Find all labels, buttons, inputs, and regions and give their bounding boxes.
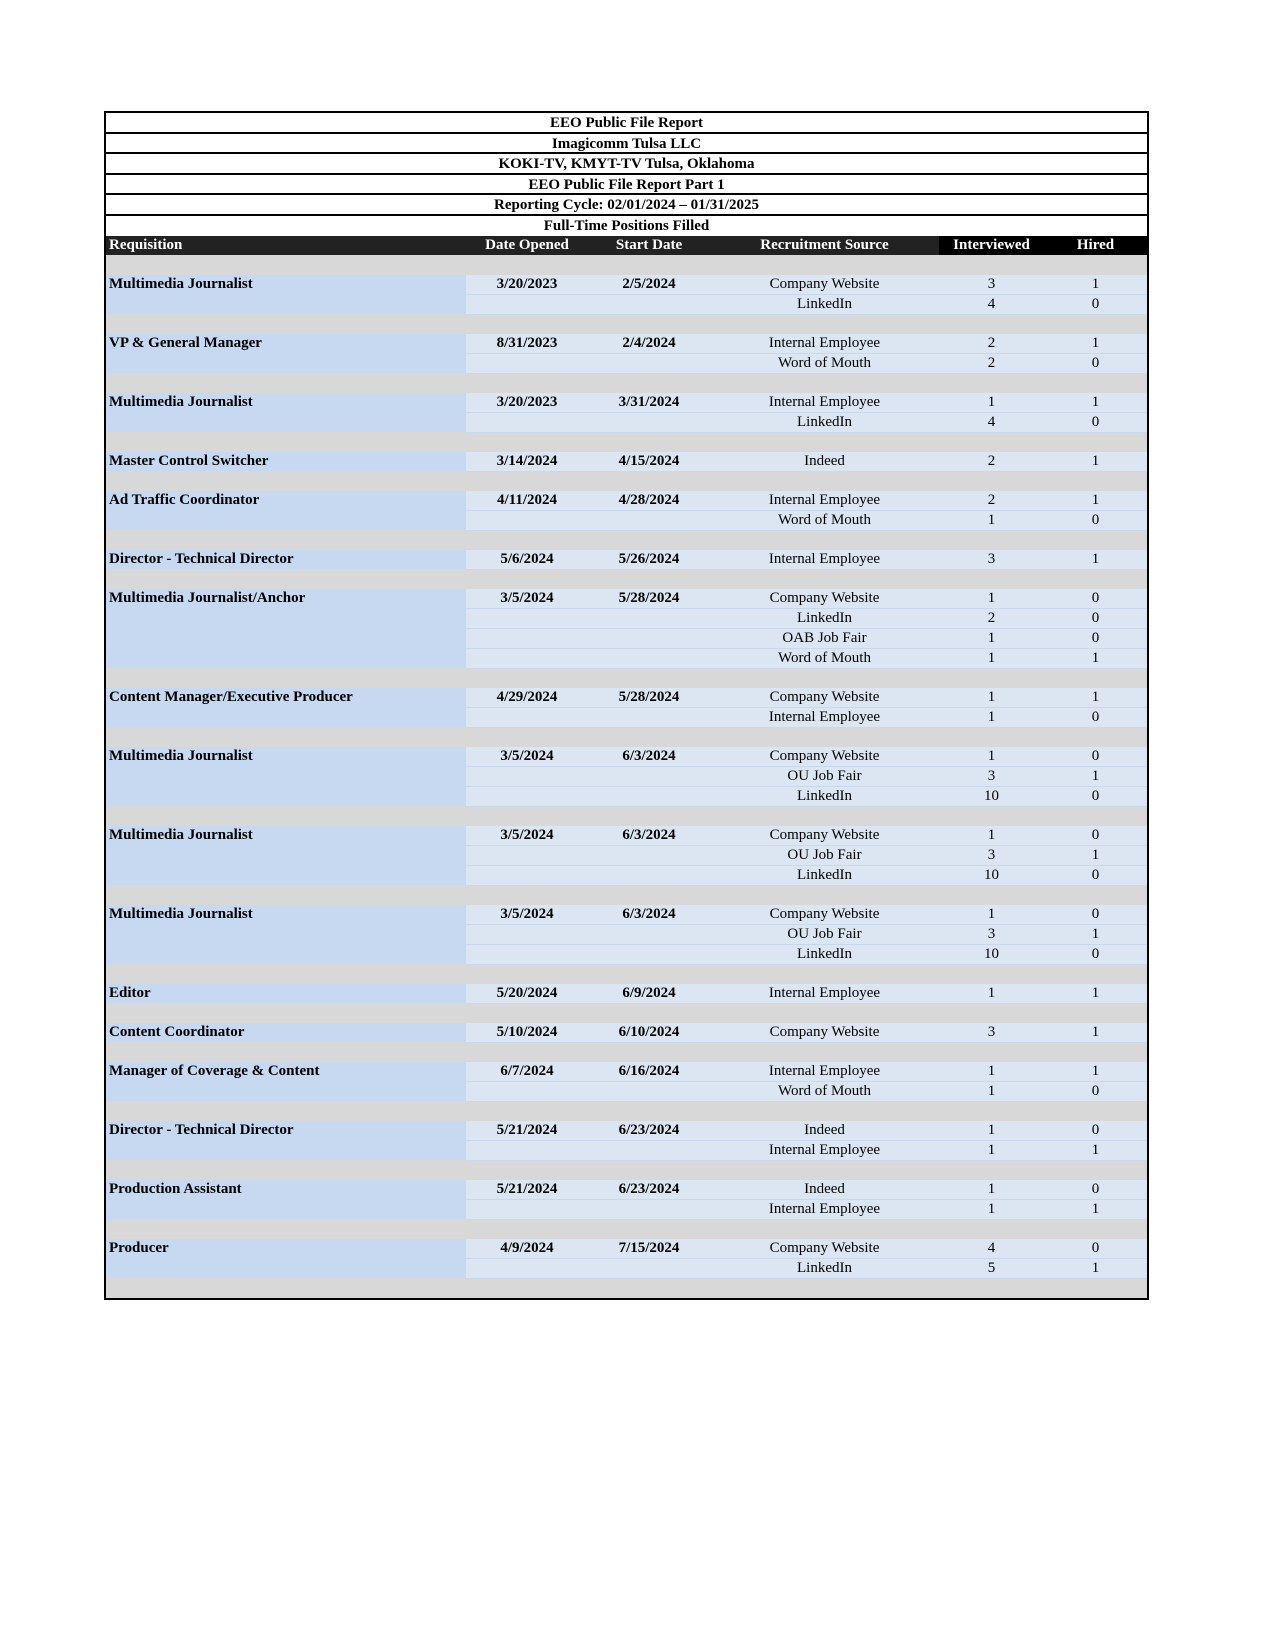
interviewed-cell: 2 bbox=[939, 491, 1044, 511]
start-date-cell: 6/3/2024 bbox=[588, 826, 710, 846]
interviewed-cell: 3 bbox=[939, 550, 1044, 570]
hired-cell: 0 bbox=[1044, 353, 1147, 373]
interviewed-cell: 2 bbox=[939, 353, 1044, 373]
col-start-date: Start Date bbox=[588, 236, 710, 255]
start-date-cell: 6/3/2024 bbox=[588, 905, 710, 925]
date-opened-cell: 5/10/2024 bbox=[466, 1023, 588, 1043]
recruitment-source-cell: Word of Mouth bbox=[710, 1081, 939, 1101]
report-part: EEO Public File Report Part 1 bbox=[106, 175, 1147, 196]
spacer-row bbox=[106, 1278, 1147, 1298]
recruitment-source-cell: Company Website bbox=[710, 1239, 939, 1259]
requisition-cell: Production Assistant bbox=[106, 1180, 466, 1220]
table-row bbox=[106, 452, 1147, 472]
recruitment-source-cell: LinkedIn bbox=[710, 608, 939, 628]
spacer-row bbox=[106, 432, 1147, 452]
reporting-cycle: Reporting Cycle: 02/01/2024 – 01/31/2025 bbox=[106, 195, 1147, 216]
interviewed-cell: 2 bbox=[939, 452, 1044, 472]
table-row bbox=[106, 826, 1147, 846]
empty-cell bbox=[466, 865, 588, 885]
recruitment-source-cell: Internal Employee bbox=[710, 1140, 939, 1160]
empty-cell bbox=[588, 1258, 710, 1278]
empty-cell bbox=[466, 845, 588, 865]
date-opened-cell: 4/29/2024 bbox=[466, 688, 588, 708]
date-opened-cell: 5/6/2024 bbox=[466, 550, 588, 570]
table-row bbox=[106, 905, 1147, 925]
interviewed-cell: 1 bbox=[939, 707, 1044, 727]
start-date-cell: 5/26/2024 bbox=[588, 550, 710, 570]
empty-cell bbox=[466, 353, 588, 373]
spacer-row bbox=[106, 569, 1147, 589]
interviewed-cell: 1 bbox=[939, 589, 1044, 609]
recruitment-source-cell: Word of Mouth bbox=[710, 510, 939, 530]
recruitment-source-cell: LinkedIn bbox=[710, 944, 939, 964]
empty-cell bbox=[588, 766, 710, 786]
recruitment-source-cell: Internal Employee bbox=[710, 1199, 939, 1219]
hired-cell: 0 bbox=[1044, 944, 1147, 964]
recruitment-source-cell: Indeed bbox=[710, 1180, 939, 1200]
spacer-row bbox=[106, 1219, 1147, 1239]
hired-cell: 1 bbox=[1044, 984, 1147, 1004]
spacer-row bbox=[106, 1160, 1147, 1180]
recruitment-source-cell: Internal Employee bbox=[710, 984, 939, 1004]
empty-cell bbox=[588, 648, 710, 668]
spacer-row bbox=[106, 806, 1147, 826]
hired-cell: 1 bbox=[1044, 334, 1147, 354]
requisition-cell: Manager of Coverage & Content bbox=[106, 1062, 466, 1102]
spacer-row bbox=[106, 727, 1147, 747]
empty-cell bbox=[588, 1140, 710, 1160]
spacer-row bbox=[106, 255, 1147, 275]
col-recruitment-source: Recruitment Source bbox=[710, 236, 939, 255]
requisition-cell: Ad Traffic Coordinator bbox=[106, 491, 466, 531]
start-date-cell: 2/4/2024 bbox=[588, 334, 710, 354]
interviewed-cell: 1 bbox=[939, 1081, 1044, 1101]
hired-cell: 1 bbox=[1044, 845, 1147, 865]
empty-cell bbox=[588, 845, 710, 865]
requisition-cell: Producer bbox=[106, 1239, 466, 1279]
col-requisition: Requisition bbox=[106, 236, 466, 255]
hired-cell: 1 bbox=[1044, 1258, 1147, 1278]
spacer-row bbox=[106, 530, 1147, 550]
hired-cell: 0 bbox=[1044, 1239, 1147, 1259]
interviewed-cell: 4 bbox=[939, 412, 1044, 432]
recruitment-source-cell: Internal Employee bbox=[710, 1062, 939, 1082]
hired-cell: 0 bbox=[1044, 589, 1147, 609]
hired-cell: 0 bbox=[1044, 826, 1147, 846]
interviewed-cell: 1 bbox=[939, 510, 1044, 530]
empty-cell bbox=[588, 1199, 710, 1219]
interviewed-cell: 1 bbox=[939, 1180, 1044, 1200]
hired-cell: 0 bbox=[1044, 786, 1147, 806]
empty-cell bbox=[588, 786, 710, 806]
start-date-cell: 7/15/2024 bbox=[588, 1239, 710, 1259]
recruitment-source-cell: Internal Employee bbox=[710, 550, 939, 570]
spacer-row bbox=[106, 885, 1147, 905]
empty-cell bbox=[588, 944, 710, 964]
date-opened-cell: 4/9/2024 bbox=[466, 1239, 588, 1259]
hired-cell: 0 bbox=[1044, 510, 1147, 530]
empty-cell bbox=[588, 1081, 710, 1101]
interviewed-cell: 3 bbox=[939, 845, 1044, 865]
spacer-row bbox=[106, 314, 1147, 334]
date-opened-cell: 3/14/2024 bbox=[466, 452, 588, 472]
hired-cell: 0 bbox=[1044, 865, 1147, 885]
empty-cell bbox=[466, 1140, 588, 1160]
interviewed-cell: 4 bbox=[939, 294, 1044, 314]
table-row bbox=[106, 1121, 1147, 1141]
empty-cell bbox=[466, 510, 588, 530]
date-opened-cell: 3/5/2024 bbox=[466, 747, 588, 767]
empty-cell bbox=[588, 353, 710, 373]
empty-cell bbox=[588, 628, 710, 648]
interviewed-cell: 1 bbox=[939, 688, 1044, 708]
interviewed-cell: 3 bbox=[939, 1023, 1044, 1043]
interviewed-cell: 4 bbox=[939, 1239, 1044, 1259]
requisition-cell: Multimedia Journalist bbox=[106, 826, 466, 886]
spacer-row bbox=[106, 471, 1147, 491]
interviewed-cell: 2 bbox=[939, 608, 1044, 628]
spacer-row bbox=[106, 1003, 1147, 1023]
start-date-cell: 5/28/2024 bbox=[588, 589, 710, 609]
empty-cell bbox=[466, 648, 588, 668]
interviewed-cell: 2 bbox=[939, 334, 1044, 354]
hired-cell: 1 bbox=[1044, 1140, 1147, 1160]
table-row bbox=[106, 334, 1147, 354]
recruitment-source-cell: LinkedIn bbox=[710, 786, 939, 806]
recruitment-source-cell: OU Job Fair bbox=[710, 924, 939, 944]
recruitment-source-cell: Internal Employee bbox=[710, 707, 939, 727]
table-row bbox=[106, 550, 1147, 570]
start-date-cell: 6/16/2024 bbox=[588, 1062, 710, 1082]
requisition-cell: Multimedia Journalist bbox=[106, 905, 466, 965]
hired-cell: 1 bbox=[1044, 491, 1147, 511]
empty-cell bbox=[466, 608, 588, 628]
hired-cell: 0 bbox=[1044, 412, 1147, 432]
positions-table bbox=[106, 236, 1147, 1298]
start-date-cell: 2/5/2024 bbox=[588, 275, 710, 295]
hired-cell: 0 bbox=[1044, 707, 1147, 727]
requisition-cell: VP & General Manager bbox=[106, 334, 466, 374]
requisition-cell: Content Coordinator bbox=[106, 1023, 466, 1043]
spacer-row bbox=[106, 373, 1147, 393]
hired-cell: 1 bbox=[1044, 924, 1147, 944]
spacer-row bbox=[106, 1101, 1147, 1121]
recruitment-source-cell: Company Website bbox=[710, 826, 939, 846]
empty-cell bbox=[466, 924, 588, 944]
date-opened-cell: 3/5/2024 bbox=[466, 905, 588, 925]
recruitment-source-cell: OU Job Fair bbox=[710, 845, 939, 865]
interviewed-cell: 3 bbox=[939, 275, 1044, 295]
company-name: Imagicomm Tulsa LLC bbox=[106, 134, 1147, 155]
requisition-cell: Multimedia Journalist/Anchor bbox=[106, 589, 466, 669]
date-opened-cell: 5/21/2024 bbox=[466, 1121, 588, 1141]
hired-cell: 1 bbox=[1044, 1062, 1147, 1082]
recruitment-source-cell: Company Website bbox=[710, 275, 939, 295]
interviewed-cell: 1 bbox=[939, 1140, 1044, 1160]
empty-cell bbox=[466, 766, 588, 786]
recruitment-source-cell: Indeed bbox=[710, 452, 939, 472]
interviewed-cell: 1 bbox=[939, 1121, 1044, 1141]
recruitment-source-cell: Indeed bbox=[710, 1121, 939, 1141]
table-row bbox=[106, 984, 1147, 1004]
empty-cell bbox=[588, 412, 710, 432]
hired-cell: 1 bbox=[1044, 1199, 1147, 1219]
requisition-cell: Content Manager/Executive Producer bbox=[106, 688, 466, 728]
empty-cell bbox=[588, 707, 710, 727]
date-opened-cell: 3/20/2023 bbox=[466, 275, 588, 295]
date-opened-cell: 3/5/2024 bbox=[466, 589, 588, 609]
date-opened-cell: 3/20/2023 bbox=[466, 393, 588, 413]
start-date-cell: 3/31/2024 bbox=[588, 393, 710, 413]
hired-cell: 1 bbox=[1044, 275, 1147, 295]
hired-cell: 1 bbox=[1044, 550, 1147, 570]
interviewed-cell: 1 bbox=[939, 628, 1044, 648]
requisition-cell: Director - Technical Director bbox=[106, 1121, 466, 1161]
recruitment-source-cell: Company Website bbox=[710, 589, 939, 609]
hired-cell: 0 bbox=[1044, 608, 1147, 628]
interviewed-cell: 10 bbox=[939, 786, 1044, 806]
empty-cell bbox=[466, 1081, 588, 1101]
empty-cell bbox=[588, 294, 710, 314]
spacer-row bbox=[106, 668, 1147, 688]
table-row bbox=[106, 491, 1147, 511]
interviewed-cell: 10 bbox=[939, 944, 1044, 964]
recruitment-source-cell: Word of Mouth bbox=[710, 353, 939, 373]
interviewed-cell: 3 bbox=[939, 766, 1044, 786]
requisition-cell: Multimedia Journalist bbox=[106, 393, 466, 433]
interviewed-cell: 5 bbox=[939, 1258, 1044, 1278]
col-hired: Hired bbox=[1044, 236, 1147, 255]
date-opened-cell: 4/11/2024 bbox=[466, 491, 588, 511]
hired-cell: 0 bbox=[1044, 628, 1147, 648]
hired-cell: 0 bbox=[1044, 1121, 1147, 1141]
start-date-cell: 6/9/2024 bbox=[588, 984, 710, 1004]
interviewed-cell: 3 bbox=[939, 924, 1044, 944]
empty-cell bbox=[466, 1258, 588, 1278]
col-interviewed: Interviewed bbox=[939, 236, 1044, 255]
hired-cell: 1 bbox=[1044, 393, 1147, 413]
interviewed-cell: 1 bbox=[939, 1062, 1044, 1082]
table-row bbox=[106, 589, 1147, 609]
recruitment-source-cell: Word of Mouth bbox=[710, 648, 939, 668]
requisition-cell: Director - Technical Director bbox=[106, 550, 466, 570]
empty-cell bbox=[466, 786, 588, 806]
requisition-cell: Master Control Switcher bbox=[106, 452, 466, 472]
hired-cell: 1 bbox=[1044, 766, 1147, 786]
recruitment-source-cell: OAB Job Fair bbox=[710, 628, 939, 648]
hired-cell: 1 bbox=[1044, 688, 1147, 708]
recruitment-source-cell: Company Website bbox=[710, 688, 939, 708]
date-opened-cell: 5/21/2024 bbox=[466, 1180, 588, 1200]
hired-cell: 0 bbox=[1044, 1180, 1147, 1200]
interviewed-cell: 10 bbox=[939, 865, 1044, 885]
recruitment-source-cell: LinkedIn bbox=[710, 294, 939, 314]
interviewed-cell: 1 bbox=[939, 648, 1044, 668]
spacer-row bbox=[106, 1042, 1147, 1062]
recruitment-source-cell: OU Job Fair bbox=[710, 766, 939, 786]
column-header-row bbox=[106, 236, 1147, 255]
requisition-cell: Editor bbox=[106, 984, 466, 1004]
table-row bbox=[106, 1180, 1147, 1200]
start-date-cell: 6/23/2024 bbox=[588, 1121, 710, 1141]
empty-cell bbox=[466, 944, 588, 964]
interviewed-cell: 1 bbox=[939, 747, 1044, 767]
requisition-cell: Multimedia Journalist bbox=[106, 275, 466, 315]
table-row bbox=[106, 275, 1147, 295]
section-title: Full-Time Positions Filled bbox=[543, 217, 710, 234]
start-date-cell: 4/28/2024 bbox=[588, 491, 710, 511]
interviewed-cell: 1 bbox=[939, 905, 1044, 925]
recruitment-source-cell: Company Website bbox=[710, 1023, 939, 1043]
hired-cell: 0 bbox=[1044, 1081, 1147, 1101]
hired-cell: 0 bbox=[1044, 294, 1147, 314]
empty-cell bbox=[588, 924, 710, 944]
hired-cell: 1 bbox=[1044, 1023, 1147, 1043]
hired-cell: 0 bbox=[1044, 905, 1147, 925]
empty-cell bbox=[466, 294, 588, 314]
recruitment-source-cell: LinkedIn bbox=[710, 412, 939, 432]
empty-cell bbox=[588, 608, 710, 628]
interviewed-cell: 1 bbox=[939, 1199, 1044, 1219]
recruitment-source-cell: Company Website bbox=[710, 747, 939, 767]
empty-cell bbox=[466, 628, 588, 648]
hired-cell: 0 bbox=[1044, 747, 1147, 767]
recruitment-source-cell: Internal Employee bbox=[710, 393, 939, 413]
table-row bbox=[106, 1023, 1147, 1043]
start-date-cell: 4/15/2024 bbox=[588, 452, 710, 472]
interviewed-cell: 1 bbox=[939, 826, 1044, 846]
empty-cell bbox=[588, 865, 710, 885]
interviewed-cell: 1 bbox=[939, 393, 1044, 413]
start-date-cell: 6/23/2024 bbox=[588, 1180, 710, 1200]
hired-cell: 1 bbox=[1044, 648, 1147, 668]
report-title: EEO Public File Report bbox=[106, 113, 1147, 134]
hired-cell: 1 bbox=[1044, 452, 1147, 472]
spacer-row bbox=[106, 964, 1147, 984]
table-row bbox=[106, 1062, 1147, 1082]
date-opened-cell: 5/20/2024 bbox=[466, 984, 588, 1004]
requisition-cell: Multimedia Journalist bbox=[106, 747, 466, 807]
recruitment-source-cell: Company Website bbox=[710, 905, 939, 925]
table-row bbox=[106, 747, 1147, 767]
date-opened-cell: 3/5/2024 bbox=[466, 826, 588, 846]
empty-cell bbox=[466, 707, 588, 727]
positions-body bbox=[106, 255, 1147, 1298]
empty-cell bbox=[466, 1199, 588, 1219]
col-date-opened: Date Opened bbox=[466, 236, 588, 255]
empty-cell bbox=[466, 412, 588, 432]
start-date-cell: 6/3/2024 bbox=[588, 747, 710, 767]
recruitment-source-cell: Internal Employee bbox=[710, 334, 939, 354]
interviewed-cell: 1 bbox=[939, 984, 1044, 1004]
start-date-cell: 5/28/2024 bbox=[588, 688, 710, 708]
station-names: KOKI-TV, KMYT-TV Tulsa, Oklahoma bbox=[106, 154, 1147, 175]
table-row bbox=[106, 688, 1147, 708]
table-row bbox=[106, 393, 1147, 413]
recruitment-source-cell: Internal Employee bbox=[710, 491, 939, 511]
date-opened-cell: 8/31/2023 bbox=[466, 334, 588, 354]
empty-cell bbox=[588, 510, 710, 530]
eeo-report bbox=[104, 111, 1149, 1300]
table-row bbox=[106, 1239, 1147, 1259]
start-date-cell: 6/10/2024 bbox=[588, 1023, 710, 1043]
recruitment-source-cell: LinkedIn bbox=[710, 1258, 939, 1278]
recruitment-source-cell: LinkedIn bbox=[710, 865, 939, 885]
date-opened-cell: 6/7/2024 bbox=[466, 1062, 588, 1082]
